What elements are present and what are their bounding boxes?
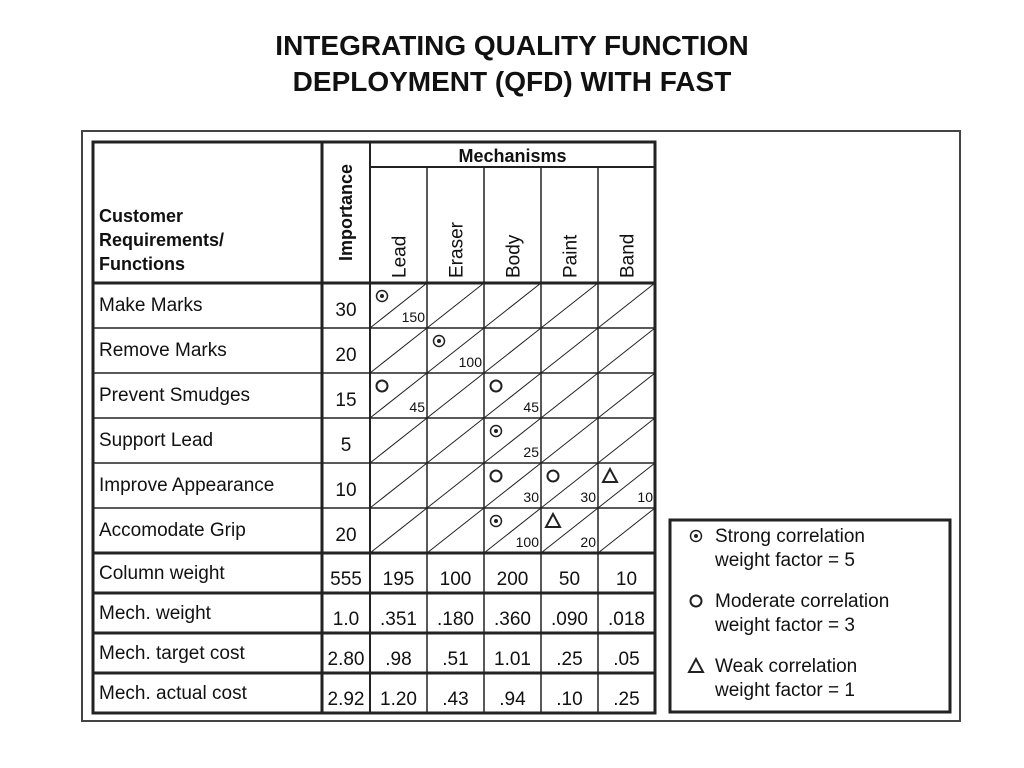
correlation-symbol-moderate [491,381,502,392]
importance-value: 5 [340,435,352,456]
correlation-symbol-strong-dot [494,429,498,433]
summary-value: 195 [382,569,415,590]
cell-diagonal [427,283,484,328]
correlation-symbol-strong-dot [380,294,384,298]
summary-value: 1.20 [380,689,417,710]
header-mechanisms: Mechanisms [458,146,567,166]
requirement-label: Accomodate Grip [99,520,246,541]
summary-value: .25 [556,649,583,670]
summary-value: .180 [437,609,474,630]
summary-value: .94 [499,689,526,710]
legend-line: Strong correlation [715,526,865,547]
summary-value: .10 [556,689,583,710]
legend-line: weight factor = 1 [715,680,855,701]
summary-row-label: Mech. actual cost [99,683,247,704]
cell-diagonal [427,418,484,463]
cell-diagonal [598,373,655,418]
requirement-label: Support Lead [99,430,214,451]
cell-diagonal [541,373,598,418]
summary-value: .51 [442,649,469,670]
summary-value: 100 [439,569,472,590]
cell-diagonal [427,463,484,508]
legend-line: weight factor = 5 [715,550,855,571]
legend-line: Weak correlation [715,656,858,677]
summary-value: 10 [615,569,638,590]
cell-diagonal [598,508,655,553]
cell-diagonal [370,418,427,463]
summary-value: 200 [496,569,529,590]
correlation-score: 30 [580,489,596,505]
summary-row-label: Column weight [99,563,225,584]
summary-value: 2.80 [327,649,365,670]
summary-value: 555 [330,569,362,590]
correlation-score: 25 [523,444,539,460]
title-line-1: INTEGRATING QUALITY FUNCTION [275,30,749,61]
legend-symbol-strong-dot [694,534,698,538]
mechanism-label-lead: Lead [389,235,411,278]
cell-diagonal [541,328,598,373]
legend-line: weight factor = 3 [715,615,855,636]
summary-value: 2.92 [327,689,365,710]
mechanism-label-band: Band [617,233,639,278]
header-customer-requirements: Requirements/ [99,230,225,250]
requirement-label: Make Marks [99,295,203,316]
summary-row-label: Mech. target cost [99,643,245,664]
correlation-score: 30 [523,489,539,505]
cell-diagonal [484,283,541,328]
summary-value: .25 [613,689,640,710]
legend-line: Moderate correlation [715,591,890,612]
correlation-score: 100 [458,354,482,370]
importance-value: 20 [335,525,357,546]
correlation-score: 100 [515,534,539,550]
summary-value: .05 [613,649,640,670]
correlation-score: 20 [580,534,596,550]
summary-value: .351 [380,609,417,630]
correlation-symbol-strong-dot [494,519,498,523]
importance-value: 20 [335,345,357,366]
title-line-2: DEPLOYMENT (QFD) WITH FAST [292,66,732,97]
importance-value: 30 [335,300,357,321]
importance-value: 10 [335,480,357,501]
header-importance: Importance [336,163,356,262]
summary-value: .43 [442,689,469,710]
requirement-label: Remove Marks [99,340,227,361]
correlation-symbol-strong-dot [437,339,441,343]
header-customer-requirements: Functions [99,254,185,274]
correlation-symbol-weak [546,514,560,527]
cell-diagonal [370,508,427,553]
cell-diagonal [370,328,427,373]
requirement-label: Prevent Smudges [99,385,251,406]
correlation-score: 45 [409,399,425,415]
importance-value: 15 [335,390,357,411]
cell-diagonal [427,508,484,553]
correlation-symbol-moderate [548,471,559,482]
cell-diagonal [598,328,655,373]
cell-diagonal [598,283,655,328]
header-customer-requirements: Customer [99,206,184,226]
summary-value: 50 [558,569,581,590]
summary-value: .018 [608,609,645,630]
cell-diagonal [598,418,655,463]
correlation-symbol-weak [603,469,617,482]
correlation-score: 45 [523,399,539,415]
summary-value: 1.0 [332,609,360,630]
summary-value: .090 [551,609,588,630]
correlation-score: 10 [637,489,653,505]
mechanism-label-body: Body [503,234,525,278]
summary-value: .360 [494,609,531,630]
correlation-score: 150 [401,309,425,325]
mechanism-label-eraser: Eraser [446,222,468,278]
summary-value: .98 [385,649,412,670]
correlation-symbol-moderate [491,471,502,482]
correlation-symbol-moderate [377,381,388,392]
cell-diagonal [541,418,598,463]
summary-value: 1.01 [494,649,531,670]
cell-diagonal [484,328,541,373]
cell-diagonal [370,463,427,508]
mechanism-label-paint: Paint [560,234,582,278]
cell-diagonal [427,373,484,418]
summary-row-label: Mech. weight [99,603,211,624]
cell-diagonal [541,283,598,328]
requirement-label: Improve Appearance [99,475,275,496]
